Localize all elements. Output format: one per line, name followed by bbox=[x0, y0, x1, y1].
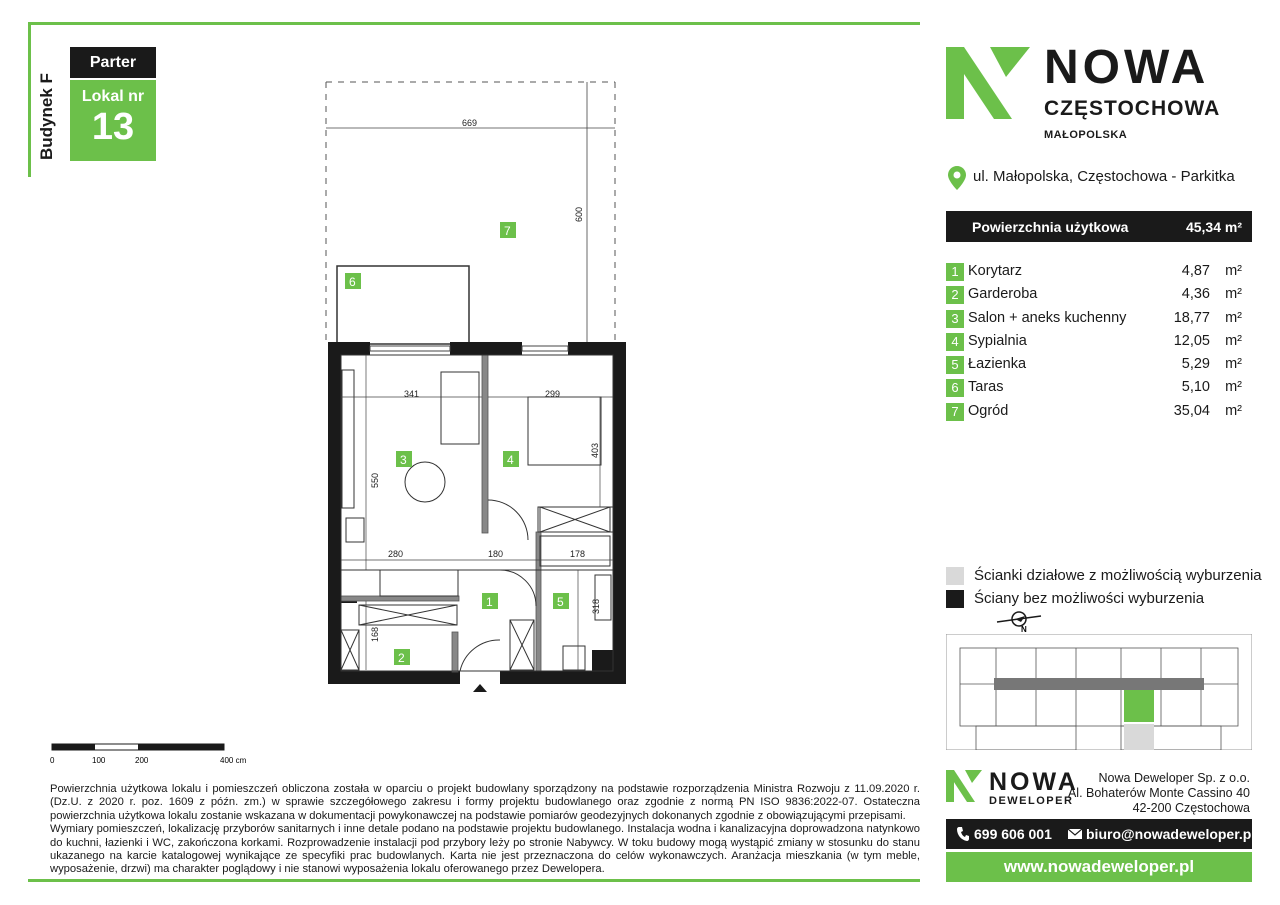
developer-word2: DEWELOPER bbox=[989, 795, 1074, 807]
legend-swatch-light bbox=[946, 567, 964, 585]
room-tag-5: 5 bbox=[557, 595, 564, 609]
room-area: 12,05 bbox=[1173, 332, 1210, 349]
room-tag-1: 1 bbox=[486, 595, 493, 609]
brand-region: MAŁOPOLSKA bbox=[1044, 129, 1128, 141]
room-unit: m² bbox=[1225, 379, 1242, 396]
contact-bar bbox=[946, 819, 1256, 849]
dim-salon-width: 341 bbox=[404, 389, 420, 399]
company-name: Nowa Deweloper Sp. z o.o. bbox=[1098, 771, 1250, 785]
room-row bbox=[946, 309, 1246, 332]
room-number: 6 bbox=[946, 379, 964, 397]
room-area: 5,29 bbox=[1181, 356, 1210, 373]
svg-text:N: N bbox=[1021, 625, 1027, 634]
building-key-plan bbox=[946, 634, 1252, 750]
dim-bedroom-depth: 403 bbox=[590, 442, 600, 458]
dim-garden-depth: 600 bbox=[574, 206, 584, 222]
brand-name: NOWA bbox=[1044, 41, 1210, 94]
room-unit: m² bbox=[1225, 309, 1242, 326]
dim-salon-depth: 550 bbox=[370, 472, 380, 488]
scale-tick-400: 400 cm bbox=[220, 756, 247, 765]
company-city: 42-200 Częstochowa bbox=[1132, 801, 1250, 815]
developer-word1: NOWA bbox=[989, 768, 1079, 796]
room-area: 4,36 bbox=[1181, 286, 1210, 303]
company-address bbox=[1068, 771, 1250, 816]
legend-fixed-text: Ściany bez możliwości wyburzenia bbox=[974, 590, 1205, 607]
room-tag-4: 4 bbox=[507, 453, 514, 467]
room-number: 5 bbox=[946, 356, 964, 374]
dim-kitchen-width: 280 bbox=[388, 549, 404, 559]
dim-bath-width: 178 bbox=[570, 549, 586, 559]
frame-left-line bbox=[28, 22, 31, 177]
unit-number: 13 bbox=[91, 106, 135, 148]
room-tag-7: 7 bbox=[504, 224, 511, 238]
room-area: 18,77 bbox=[1173, 309, 1210, 326]
scale-bar bbox=[50, 742, 280, 766]
nowa-deweloper-logo-icon bbox=[946, 770, 982, 802]
room-number: 2 bbox=[946, 286, 964, 304]
total-area-value: 45,34 m² bbox=[1185, 219, 1242, 235]
room-name: Korytarz bbox=[968, 263, 1022, 279]
room-number: 7 bbox=[946, 403, 964, 421]
location-pin-icon bbox=[948, 166, 966, 190]
entrance-arrow-icon bbox=[473, 684, 487, 692]
north-arrow-icon bbox=[995, 608, 1045, 634]
unit-label: Lokal nr bbox=[81, 88, 145, 105]
frame-top-line bbox=[28, 22, 920, 25]
phone-icon bbox=[957, 827, 969, 841]
room-name: Ogród bbox=[968, 402, 1009, 419]
envelope-icon bbox=[1068, 829, 1082, 839]
building-label: Budynek F bbox=[37, 73, 56, 160]
email-link[interactable]: biuro@nowadeweloper.pl bbox=[1086, 826, 1256, 842]
unit-badge bbox=[70, 80, 156, 161]
dim-hall-width: 180 bbox=[488, 549, 504, 559]
legend-swatch-dark bbox=[946, 590, 964, 608]
room-unit: m² bbox=[1225, 356, 1242, 373]
room-name: Sypialnia bbox=[968, 332, 1027, 349]
scale-tick-200: 200 bbox=[135, 756, 149, 765]
room-area: 4,87 bbox=[1181, 263, 1210, 279]
address: ul. Małopolska, Częstochowa - Parkitka bbox=[973, 168, 1235, 185]
total-area-label: Powierzchnia użytkowa bbox=[972, 219, 1129, 235]
room-unit: m² bbox=[1225, 286, 1242, 303]
room-area: 35,04 bbox=[1173, 402, 1210, 419]
website-link[interactable]: www.nowadeweloper.pl bbox=[946, 852, 1252, 882]
room-row bbox=[946, 262, 1246, 285]
room-tag-6: 6 bbox=[349, 275, 356, 289]
room-unit: m² bbox=[1225, 332, 1242, 349]
room-row bbox=[946, 378, 1246, 401]
footer-paragraph-2: Wymiary pomieszczeń, lokalizację przyborów sanitarnych i inne detale podano na podstawie projektu budowlanego. Instalacja wodna i kanalizacyjna doprowadzona natynkowo do kuchni, łazienki i WC, zakończona korkami. Rozprowadzenie instalacji pod przybory leży po stronie Nabywcy. W toku budowy mogą wystąpić zmiany w stosunku do stanu ukazanego na karcie katalogowej wynikające ze specyfiki prac budowlanych. Karta nie jest przeznaczona do celów wykonawczych. Aranżacja mieszkania (w tym meble, wyposażenie, drzwi) ma charakter poglądowy i nie stanowi wyposażenia lokalu oferowanego przez Dewelopera. bbox=[50, 823, 920, 876]
phone-link[interactable]: 699 606 001 bbox=[974, 826, 1052, 842]
room-name: Salon + aneks kuchenny bbox=[968, 309, 1127, 326]
room-unit: m² bbox=[1225, 402, 1242, 419]
dim-garden-width: 669 bbox=[462, 118, 478, 128]
room-tag-2: 2 bbox=[398, 651, 405, 665]
frame-bottom-line bbox=[28, 879, 920, 882]
room-unit: m² bbox=[1225, 263, 1242, 279]
room-row bbox=[946, 332, 1246, 355]
company-street: Al. Bohaterów Monte Cassino 40 bbox=[1067, 786, 1250, 800]
footer-paragraph-1: Powierzchnia użytkowa lokalu i pomieszczeń obliczona została w oparciu o projekt budowlany sporządzony na podstawie rozporządzenia Ministra Rozwoju z 11.09.2020 r. (Dz.U. z 2020 r. poz. 1609 z późn. zm.) w sprawie szczegółowego zakresu i formy projektu budowlanego oraz zgodnie z normą PN ISO 9836:2022-07. Ostateczna powierzchnia użytkowa lokalu zostanie wskazana w dokumentacji powykonawczej na podstawie pomiarów geodezyjnych dokonanych zgodnie z obowiązującymi przepisami. bbox=[50, 783, 920, 822]
room-number: 1 bbox=[946, 263, 964, 281]
floor-plan bbox=[300, 70, 640, 695]
room-row bbox=[946, 285, 1246, 308]
dim-bath-depth: 318 bbox=[591, 598, 601, 614]
dim-wardrobe-depth: 168 bbox=[370, 626, 380, 642]
room-tag-3: 3 bbox=[400, 453, 407, 467]
scale-tick-0: 0 bbox=[50, 756, 55, 765]
brand-city: CZĘSTOCHOWA bbox=[1044, 97, 1221, 120]
total-area-bar bbox=[946, 211, 1252, 242]
nowa-logo-icon bbox=[946, 47, 1030, 119]
scale-tick-100: 100 bbox=[92, 756, 106, 765]
room-area: 5,10 bbox=[1181, 379, 1210, 396]
room-list bbox=[946, 262, 1246, 425]
room-row bbox=[946, 355, 1246, 378]
room-number: 4 bbox=[946, 333, 964, 351]
footer-disclaimer bbox=[50, 783, 920, 877]
legend-removable-text: Ścianki działowe z możliwością wyburzenia bbox=[974, 567, 1262, 584]
room-row bbox=[946, 402, 1246, 425]
room-name: Taras bbox=[968, 379, 1004, 396]
floor-badge: Parter bbox=[70, 47, 156, 78]
dim-bedroom-width: 299 bbox=[545, 389, 561, 399]
room-name: Garderoba bbox=[968, 286, 1038, 303]
room-name: Łazienka bbox=[968, 356, 1027, 373]
room-number: 3 bbox=[946, 310, 964, 328]
